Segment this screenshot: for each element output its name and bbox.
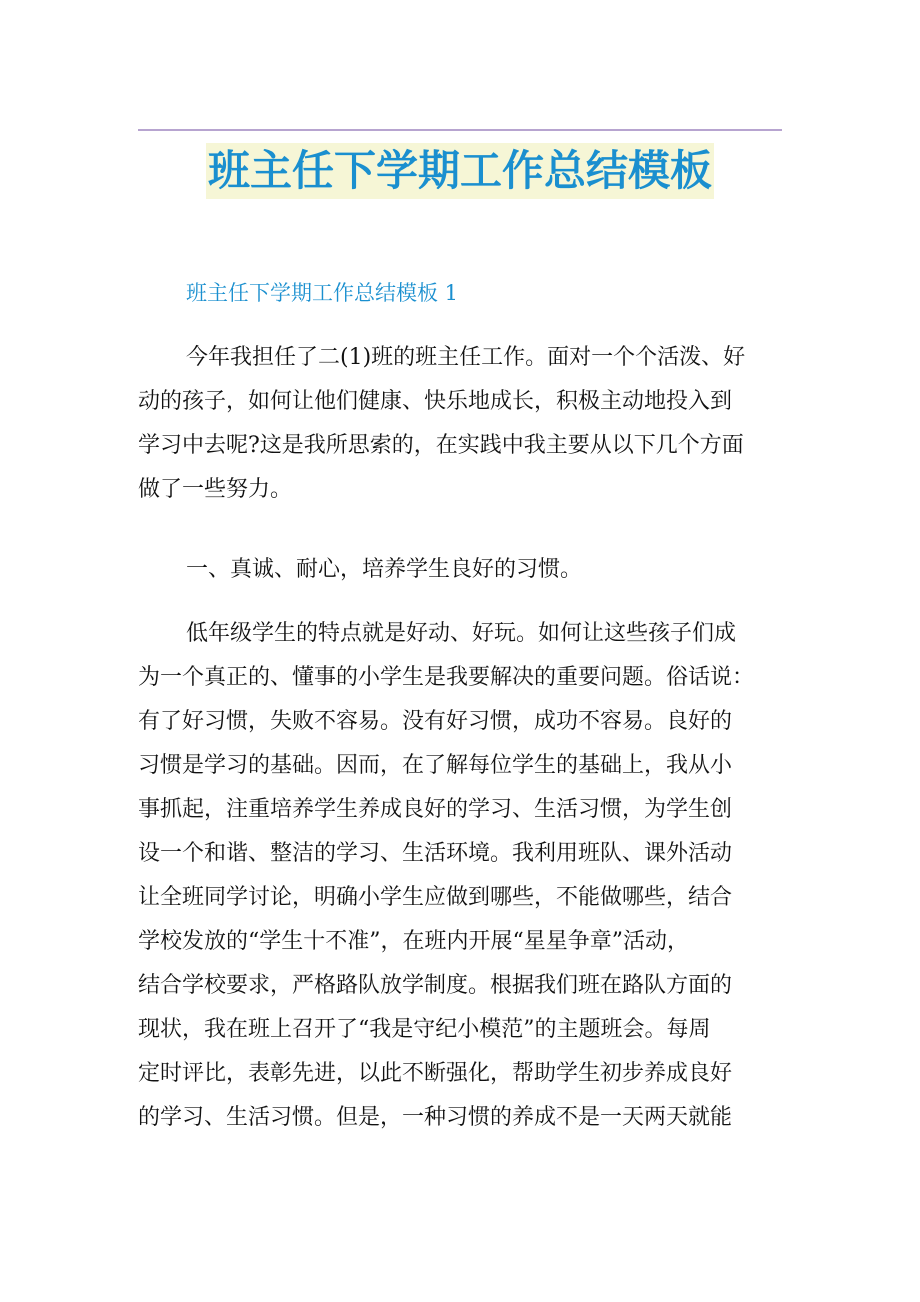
paragraph-line: 做了一些努力。 — [138, 477, 293, 502]
section-heading: 班主任下学期工作总结模板 1 — [186, 281, 459, 305]
paragraph-line: 学习中去呢?这是我所思索的，在实践中我主要从以下几个方面 — [138, 433, 744, 458]
paragraph-line: 的学习、生活习惯。但是，一种习惯的养成不是一天两天就能 — [138, 1105, 733, 1130]
paragraph-line: 让全班同学讨论，明确小学生应做到哪些，不能做哪些，结合 — [138, 885, 733, 910]
paragraph-line: 今年我担任了二(1)班的班主任工作。面对一个个活泼、好 — [186, 345, 746, 370]
paragraph-intro — [138, 336, 783, 512]
paragraph-line: 定时评比，表彰先进，以此不断强化，帮助学生初步养成良好 — [138, 1061, 733, 1086]
document-title: 班主任下学期工作总结模板 — [206, 143, 714, 199]
paragraph-line: 学校发放的“学生十不准”，在班内开展“星星争章”活动， — [138, 929, 689, 954]
paragraph-habits — [138, 612, 783, 1140]
paragraph-line: 现状，我在班上召开了“我是守纪小模范”的主题班会。每周 — [138, 1017, 711, 1042]
paragraph-line: 习惯是学习的基础。因而，在了解每位学生的基础上，我从小 — [138, 753, 733, 778]
paragraph-line: 为一个真正的、懂事的小学生是我要解决的重要问题。俗话说： — [138, 665, 755, 690]
paragraph-line: 结合学校要求，严格路队放学制度。根据我们班在路队方面的 — [138, 973, 733, 998]
subsection-heading-1 — [138, 548, 783, 592]
paragraph-line: 事抓起，注重培养学生养成良好的学习、生活习惯，为学生创 — [138, 797, 733, 822]
paragraph-line: 低年级学生的特点就是好动、好玩。如何让这些孩子们成 — [186, 621, 737, 646]
title-container — [0, 143, 920, 199]
paragraph-line: 有了好习惯，失败不容易。没有好习惯，成功不容易。良好的 — [138, 709, 733, 734]
top-divider-rule — [138, 129, 782, 131]
paragraph-line: 一、真诚、耐心，培养学生良好的习惯。 — [186, 557, 583, 582]
paragraph-line: 动的孩子，如何让他们健康、快乐地成长，积极主动地投入到 — [138, 389, 733, 414]
paragraph-line: 设一个和谐、整洁的学习、生活环境。我利用班队、课外活动 — [138, 841, 733, 866]
